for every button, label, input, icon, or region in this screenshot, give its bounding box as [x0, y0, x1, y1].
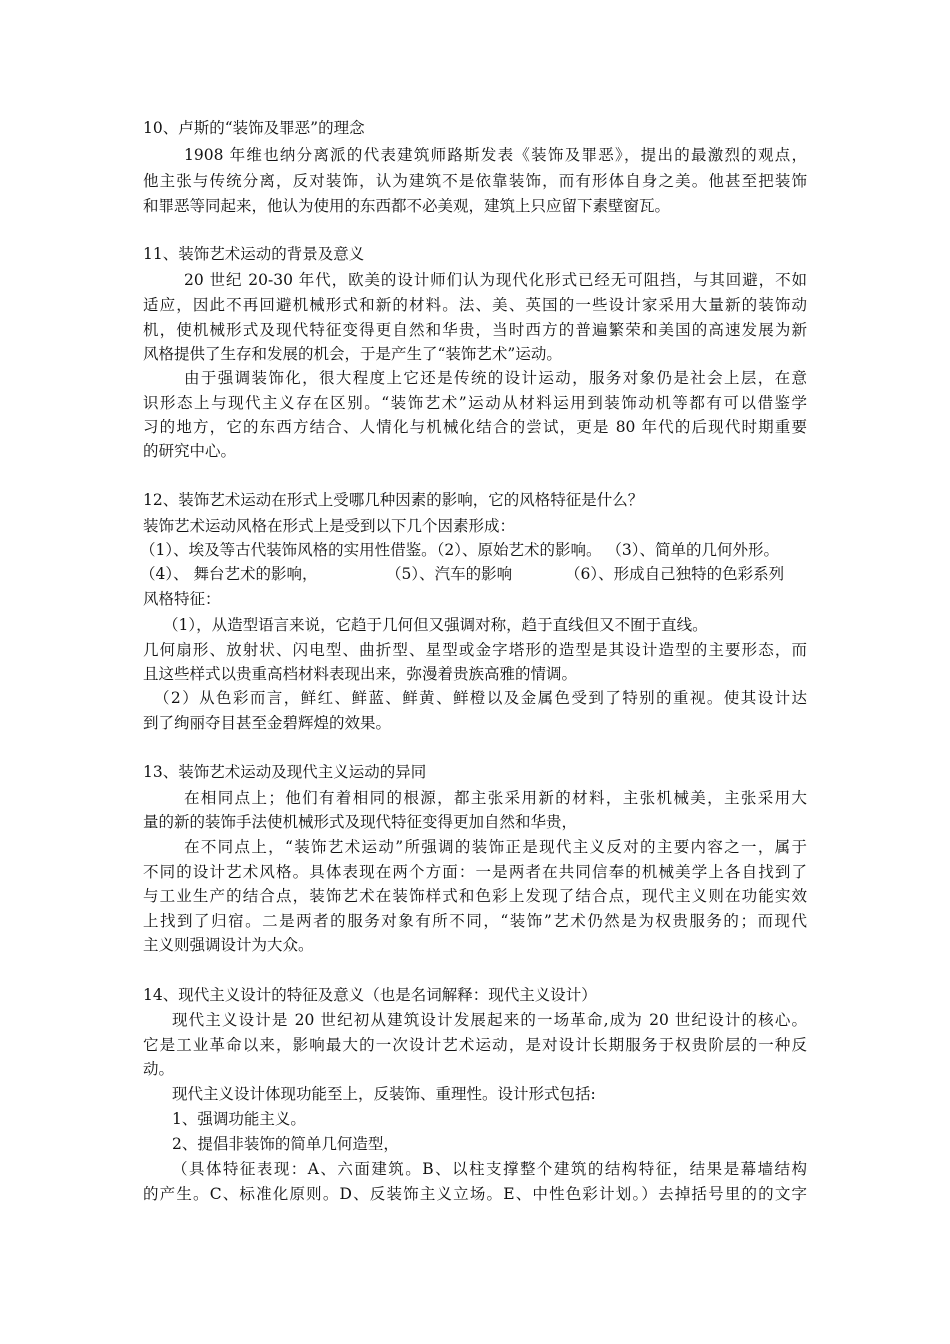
paragraph-line: 几何扇形、放射状、闪电型、曲折型、星型或金字塔形的造型是其设计造型的主要形态，而 [143, 641, 807, 659]
paragraph-line: 习的地方，它的东西方结合、人情化与机械化结合的尝试，更是 80 年代的后现代时期重要 [143, 418, 807, 436]
list-item: 1、强调功能主义。 [172, 1110, 306, 1128]
factor-4: （4）、 舞台艺术的影响， [140, 565, 318, 583]
paragraph-line: 动。 [143, 1060, 175, 1078]
paragraph-line: 量的新的装饰手法使机械形式及现代特征变得更加自然和华贵， [143, 813, 578, 831]
factor-5: （5）、汽车的影响 [386, 565, 513, 583]
heading-13: 13、装饰艺术运动及现代主义运动的异同 [143, 763, 427, 781]
paragraph-line: 20 世纪 20-30 年代，欧美的设计师们认为现代化形式已经无可阻挡，与其回避，不如 [184, 271, 807, 289]
paragraph-line: （1）、埃及等古代装饰风格的实用性借鉴。（2）、原始艺术的影响。 （3）、简单的几何外形。 [140, 541, 780, 559]
paragraph-line: 的研究中心。 [143, 442, 237, 460]
paragraph-line: 到了绚丽夺目甚至金碧辉煌的效果。 [143, 714, 392, 732]
paragraph-line: 上找到了归宿。二是两者的服务对象有所不同，“装饰”艺术仍然是为权贵服务的；而现代 [143, 912, 807, 930]
paragraph-line: 现代主义设计体现功能至上，反装饰、重理性。设计形式包括: [172, 1085, 596, 1103]
paragraph-line: 不同的设计艺术风格。具体表现在两个方面：一是两者在共同信奉的机械美学上各自找到了 [143, 863, 807, 881]
paragraph-line: 且这些样式以贵重高档材料表现出来，弥漫着贵族高雅的情调。 [143, 665, 578, 683]
paragraph-line: 与工业生产的结合点，装饰艺术在装饰样式和色彩上发现了结合点，现代主义则在功能实效 [143, 887, 807, 905]
paragraph-line: 在相同点上；他们有着相同的根源，都主张采用新的材料，主张机械美，主张采用大 [184, 789, 807, 807]
paragraph-line: 在不同点上，“装饰艺术运动”所强调的装饰正是现代主义反对的主要内容之一，属于 [184, 838, 807, 856]
paragraph-line: 机，使机械形式及现代特征变得更自然和华贵，当时西方的普遍繁荣和美国的高速发展为新 [143, 321, 807, 339]
heading-12: 12、装饰艺术运动在形式上受哪几种因素的影响，它的风格特征是什么？ [143, 491, 644, 509]
heading-14: 14、现代主义设计的特征及意义（也是名词解释：现代主义设计） [143, 986, 597, 1004]
paragraph-line: 和罪恶等同起来，他认为使用的东西都不必美观，建筑上只应留下素壁窗瓦。 [143, 197, 671, 215]
paragraph-line: 1908 年维也纳分离派的代表建筑师路斯发表《装饰及罪恶》，提出的最激烈的观点， [184, 146, 807, 164]
paragraph-line: 风格提供了生存和发展的机会，于是产生了“装饰艺术”运动。 [143, 345, 562, 363]
paragraph-line: （具体特征表现：A、六面建筑。B、以柱支撑整个建筑的结构特征，结果是幕墙结构 [172, 1160, 807, 1178]
paragraph-line: 识形态上与现代主义存在区别。“装饰艺术”运动从材料运用到装饰动机等都有可以借鉴学 [143, 394, 807, 412]
paragraph-line: 装饰艺术运动风格在形式上是受到以下几个因素形成： [143, 517, 516, 535]
paragraph-line: 由于强调装饰化，很大程度上它还是传统的设计运动，服务对象仍是社会上层，在意 [184, 369, 807, 387]
paragraph-line: （1），从造型语言来说，它趋于几何但又强调对称，趋于直线但又不囿于直线。 [163, 616, 708, 634]
factor-6: （6）、形成自己独特的色彩系列 [565, 565, 785, 583]
paragraph-line: 风格特征： [143, 590, 221, 608]
paragraph-line: 现代主义设计是 20 世纪初从建筑设计发展起来的一场革命,成为 20 世纪设计的核心。 [172, 1011, 807, 1029]
paragraph-line: 主义则强调设计为大众。 [143, 936, 314, 954]
paragraph-line: 的产生。C、标准化原则。D、反装饰主义立场。E、中性色彩计划。）去掉括号里的的文字 [143, 1185, 807, 1203]
list-item: 2、提倡非装饰的简单几何造型， [172, 1135, 399, 1153]
paragraph-line: 适应，因此不再回避机械形式和新的材料。法、美、英国的一些设计家采用大量新的装饰动 [143, 296, 807, 314]
heading-11: 11、装饰艺术运动的背景及意义 [143, 245, 365, 263]
paragraph-line: 它是工业革命以来，影响最大的一次设计艺术运动，是对设计长期服务于权贵阶层的一种反 [143, 1036, 807, 1054]
paragraph-line: 他主张与传统分离，反对装饰，认为建筑不是依靠装饰，而有形体自身之美。他甚至把装饰 [143, 172, 807, 190]
heading-10: 10、卢斯的“装饰及罪恶”的理念 [143, 119, 365, 137]
paragraph-line: （2）从色彩而言，鲜红、鲜蓝、鲜黄、鲜橙以及金属色受到了特别的重视。使其设计达 [154, 689, 807, 707]
